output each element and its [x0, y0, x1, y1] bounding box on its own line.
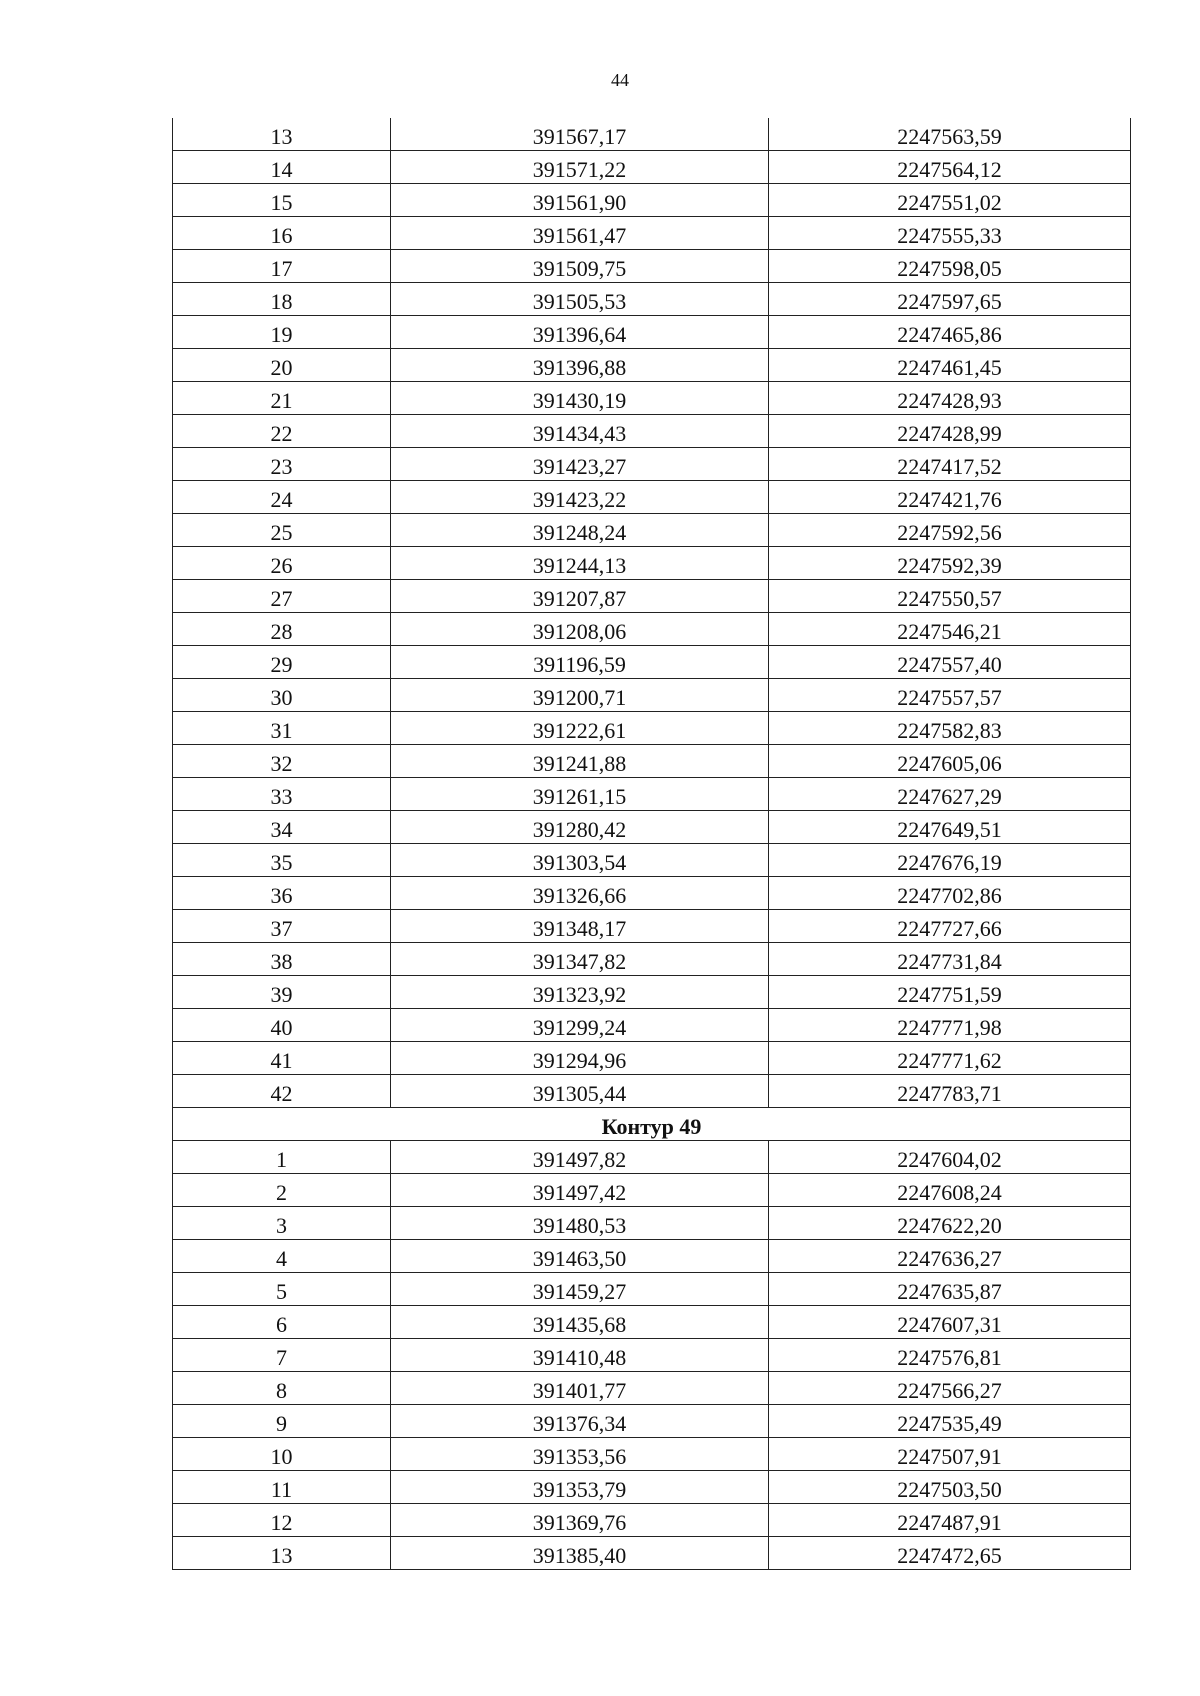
x-coordinate-cell: 391423,22 [391, 481, 769, 514]
y-coordinate-cell: 2247503,50 [769, 1471, 1131, 1504]
table-row [173, 217, 1131, 250]
y-coordinate-cell: 2247751,59 [769, 976, 1131, 1009]
x-coordinate-cell: 391348,17 [391, 910, 769, 943]
table-row [173, 1240, 1131, 1273]
point-number-cell: 28 [173, 613, 391, 646]
coordinates-table [172, 118, 1131, 1570]
x-coordinate-cell: 391280,42 [391, 811, 769, 844]
table-row [173, 1075, 1131, 1108]
x-coordinate-cell: 391323,92 [391, 976, 769, 1009]
y-coordinate-cell: 2247550,57 [769, 580, 1131, 613]
section-title: Контур 49 [173, 1108, 1131, 1141]
section-header-row [173, 1108, 1131, 1141]
y-coordinate-cell: 2247597,65 [769, 283, 1131, 316]
point-number-cell: 35 [173, 844, 391, 877]
y-coordinate-cell: 2247507,91 [769, 1438, 1131, 1471]
table-row [173, 1438, 1131, 1471]
x-coordinate-cell: 391294,96 [391, 1042, 769, 1075]
point-number-cell: 22 [173, 415, 391, 448]
y-coordinate-cell: 2247771,98 [769, 1009, 1131, 1042]
y-coordinate-cell: 2247461,45 [769, 349, 1131, 382]
table-row [173, 250, 1131, 283]
point-number-cell: 1 [173, 1141, 391, 1174]
table-row [173, 382, 1131, 415]
y-coordinate-cell: 2247598,05 [769, 250, 1131, 283]
y-coordinate-cell: 2247783,71 [769, 1075, 1131, 1108]
y-coordinate-cell: 2247487,91 [769, 1504, 1131, 1537]
point-number-cell: 32 [173, 745, 391, 778]
x-coordinate-cell: 391353,56 [391, 1438, 769, 1471]
point-number-cell: 18 [173, 283, 391, 316]
y-coordinate-cell: 2247608,24 [769, 1174, 1131, 1207]
point-number-cell: 29 [173, 646, 391, 679]
point-number-cell: 13 [173, 1537, 391, 1570]
point-number-cell: 21 [173, 382, 391, 415]
point-number-cell: 6 [173, 1306, 391, 1339]
table-row [173, 1471, 1131, 1504]
y-coordinate-cell: 2247592,56 [769, 514, 1131, 547]
table-row [173, 481, 1131, 514]
point-number-cell: 17 [173, 250, 391, 283]
point-number-cell: 26 [173, 547, 391, 580]
x-coordinate-cell: 391200,71 [391, 679, 769, 712]
x-coordinate-cell: 391497,82 [391, 1141, 769, 1174]
x-coordinate-cell: 391497,42 [391, 1174, 769, 1207]
y-coordinate-cell: 2247727,66 [769, 910, 1131, 943]
point-number-cell: 20 [173, 349, 391, 382]
x-coordinate-cell: 391509,75 [391, 250, 769, 283]
table-row [173, 745, 1131, 778]
point-number-cell: 16 [173, 217, 391, 250]
point-number-cell: 7 [173, 1339, 391, 1372]
x-coordinate-cell: 391430,19 [391, 382, 769, 415]
point-number-cell: 12 [173, 1504, 391, 1537]
y-coordinate-cell: 2247607,31 [769, 1306, 1131, 1339]
y-coordinate-cell: 2247622,20 [769, 1207, 1131, 1240]
table-row [173, 1273, 1131, 1306]
point-number-cell: 36 [173, 877, 391, 910]
x-coordinate-cell: 391196,59 [391, 646, 769, 679]
x-coordinate-cell: 391244,13 [391, 547, 769, 580]
y-coordinate-cell: 2247557,57 [769, 679, 1131, 712]
point-number-cell: 42 [173, 1075, 391, 1108]
y-coordinate-cell: 2247564,12 [769, 151, 1131, 184]
table-row [173, 1174, 1131, 1207]
table-row [173, 547, 1131, 580]
x-coordinate-cell: 391561,90 [391, 184, 769, 217]
point-number-cell: 39 [173, 976, 391, 1009]
x-coordinate-cell: 391401,77 [391, 1372, 769, 1405]
y-coordinate-cell: 2247627,29 [769, 778, 1131, 811]
point-number-cell: 38 [173, 943, 391, 976]
table-row [173, 118, 1131, 151]
x-coordinate-cell: 391435,68 [391, 1306, 769, 1339]
y-coordinate-cell: 2247676,19 [769, 844, 1131, 877]
table-row [173, 1339, 1131, 1372]
point-number-cell: 13 [173, 118, 391, 151]
point-number-cell: 14 [173, 151, 391, 184]
x-coordinate-cell: 391207,87 [391, 580, 769, 613]
point-number-cell: 37 [173, 910, 391, 943]
x-coordinate-cell: 391480,53 [391, 1207, 769, 1240]
table-row [173, 1207, 1131, 1240]
y-coordinate-cell: 2247576,81 [769, 1339, 1131, 1372]
point-number-cell: 27 [173, 580, 391, 613]
x-coordinate-cell: 391376,34 [391, 1405, 769, 1438]
x-coordinate-cell: 391248,24 [391, 514, 769, 547]
y-coordinate-cell: 2247731,84 [769, 943, 1131, 976]
y-coordinate-cell: 2247465,86 [769, 316, 1131, 349]
table-row [173, 1504, 1131, 1537]
x-coordinate-cell: 391571,22 [391, 151, 769, 184]
table-row [173, 283, 1131, 316]
y-coordinate-cell: 2247592,39 [769, 547, 1131, 580]
x-coordinate-cell: 391423,27 [391, 448, 769, 481]
point-number-cell: 33 [173, 778, 391, 811]
table-row [173, 976, 1131, 1009]
table-row [173, 316, 1131, 349]
y-coordinate-cell: 2247563,59 [769, 118, 1131, 151]
y-coordinate-cell: 2247557,40 [769, 646, 1131, 679]
table-row [173, 943, 1131, 976]
page-number: 44 [611, 70, 629, 90]
point-number-cell: 15 [173, 184, 391, 217]
y-coordinate-cell: 2247551,02 [769, 184, 1131, 217]
y-coordinate-cell: 2247582,83 [769, 712, 1131, 745]
x-coordinate-cell: 391396,64 [391, 316, 769, 349]
point-number-cell: 23 [173, 448, 391, 481]
table-row [173, 811, 1131, 844]
y-coordinate-cell: 2247604,02 [769, 1141, 1131, 1174]
table-row [173, 679, 1131, 712]
point-number-cell: 10 [173, 1438, 391, 1471]
point-number-cell: 25 [173, 514, 391, 547]
x-coordinate-cell: 391347,82 [391, 943, 769, 976]
table-row [173, 778, 1131, 811]
table-row [173, 349, 1131, 382]
y-coordinate-cell: 2247566,27 [769, 1372, 1131, 1405]
x-coordinate-cell: 391326,66 [391, 877, 769, 910]
point-number-cell: 3 [173, 1207, 391, 1240]
y-coordinate-cell: 2247702,86 [769, 877, 1131, 910]
x-coordinate-cell: 391241,88 [391, 745, 769, 778]
y-coordinate-cell: 2247428,99 [769, 415, 1131, 448]
point-number-cell: 5 [173, 1273, 391, 1306]
y-coordinate-cell: 2247421,76 [769, 481, 1131, 514]
table-row [173, 151, 1131, 184]
x-coordinate-cell: 391261,15 [391, 778, 769, 811]
table-row [173, 1009, 1131, 1042]
point-number-cell: 24 [173, 481, 391, 514]
x-coordinate-cell: 391305,44 [391, 1075, 769, 1108]
point-number-cell: 11 [173, 1471, 391, 1504]
point-number-cell: 2 [173, 1174, 391, 1207]
table-row [173, 712, 1131, 745]
table-row [173, 448, 1131, 481]
y-coordinate-cell: 2247546,21 [769, 613, 1131, 646]
y-coordinate-cell: 2247417,52 [769, 448, 1131, 481]
x-coordinate-cell: 391299,24 [391, 1009, 769, 1042]
point-number-cell: 4 [173, 1240, 391, 1273]
y-coordinate-cell: 2247535,49 [769, 1405, 1131, 1438]
x-coordinate-cell: 391208,06 [391, 613, 769, 646]
table-row [173, 580, 1131, 613]
coordinates-table-body [173, 118, 1131, 1570]
x-coordinate-cell: 391561,47 [391, 217, 769, 250]
y-coordinate-cell: 2247649,51 [769, 811, 1131, 844]
table-row [173, 1042, 1131, 1075]
x-coordinate-cell: 391410,48 [391, 1339, 769, 1372]
table-row [173, 415, 1131, 448]
point-number-cell: 40 [173, 1009, 391, 1042]
y-coordinate-cell: 2247428,93 [769, 382, 1131, 415]
y-coordinate-cell: 2247771,62 [769, 1042, 1131, 1075]
y-coordinate-cell: 2247472,65 [769, 1537, 1131, 1570]
table-row [173, 646, 1131, 679]
table-row [173, 1372, 1131, 1405]
x-coordinate-cell: 391434,43 [391, 415, 769, 448]
y-coordinate-cell: 2247605,06 [769, 745, 1131, 778]
y-coordinate-cell: 2247635,87 [769, 1273, 1131, 1306]
table-row [173, 514, 1131, 547]
x-coordinate-cell: 391463,50 [391, 1240, 769, 1273]
table-row [173, 1306, 1131, 1339]
point-number-cell: 31 [173, 712, 391, 745]
table-row [173, 910, 1131, 943]
x-coordinate-cell: 391222,61 [391, 712, 769, 745]
x-coordinate-cell: 391385,40 [391, 1537, 769, 1570]
point-number-cell: 34 [173, 811, 391, 844]
table-row [173, 844, 1131, 877]
table-row [173, 1405, 1131, 1438]
table-row [173, 1537, 1131, 1570]
table-row [173, 1141, 1131, 1174]
y-coordinate-cell: 2247636,27 [769, 1240, 1131, 1273]
point-number-cell: 30 [173, 679, 391, 712]
point-number-cell: 8 [173, 1372, 391, 1405]
point-number-cell: 19 [173, 316, 391, 349]
x-coordinate-cell: 391459,27 [391, 1273, 769, 1306]
y-coordinate-cell: 2247555,33 [769, 217, 1131, 250]
x-coordinate-cell: 391567,17 [391, 118, 769, 151]
table-row [173, 184, 1131, 217]
table-row [173, 613, 1131, 646]
point-number-cell: 41 [173, 1042, 391, 1075]
table-row [173, 877, 1131, 910]
point-number-cell: 9 [173, 1405, 391, 1438]
x-coordinate-cell: 391303,54 [391, 844, 769, 877]
x-coordinate-cell: 391396,88 [391, 349, 769, 382]
x-coordinate-cell: 391505,53 [391, 283, 769, 316]
x-coordinate-cell: 391369,76 [391, 1504, 769, 1537]
x-coordinate-cell: 391353,79 [391, 1471, 769, 1504]
